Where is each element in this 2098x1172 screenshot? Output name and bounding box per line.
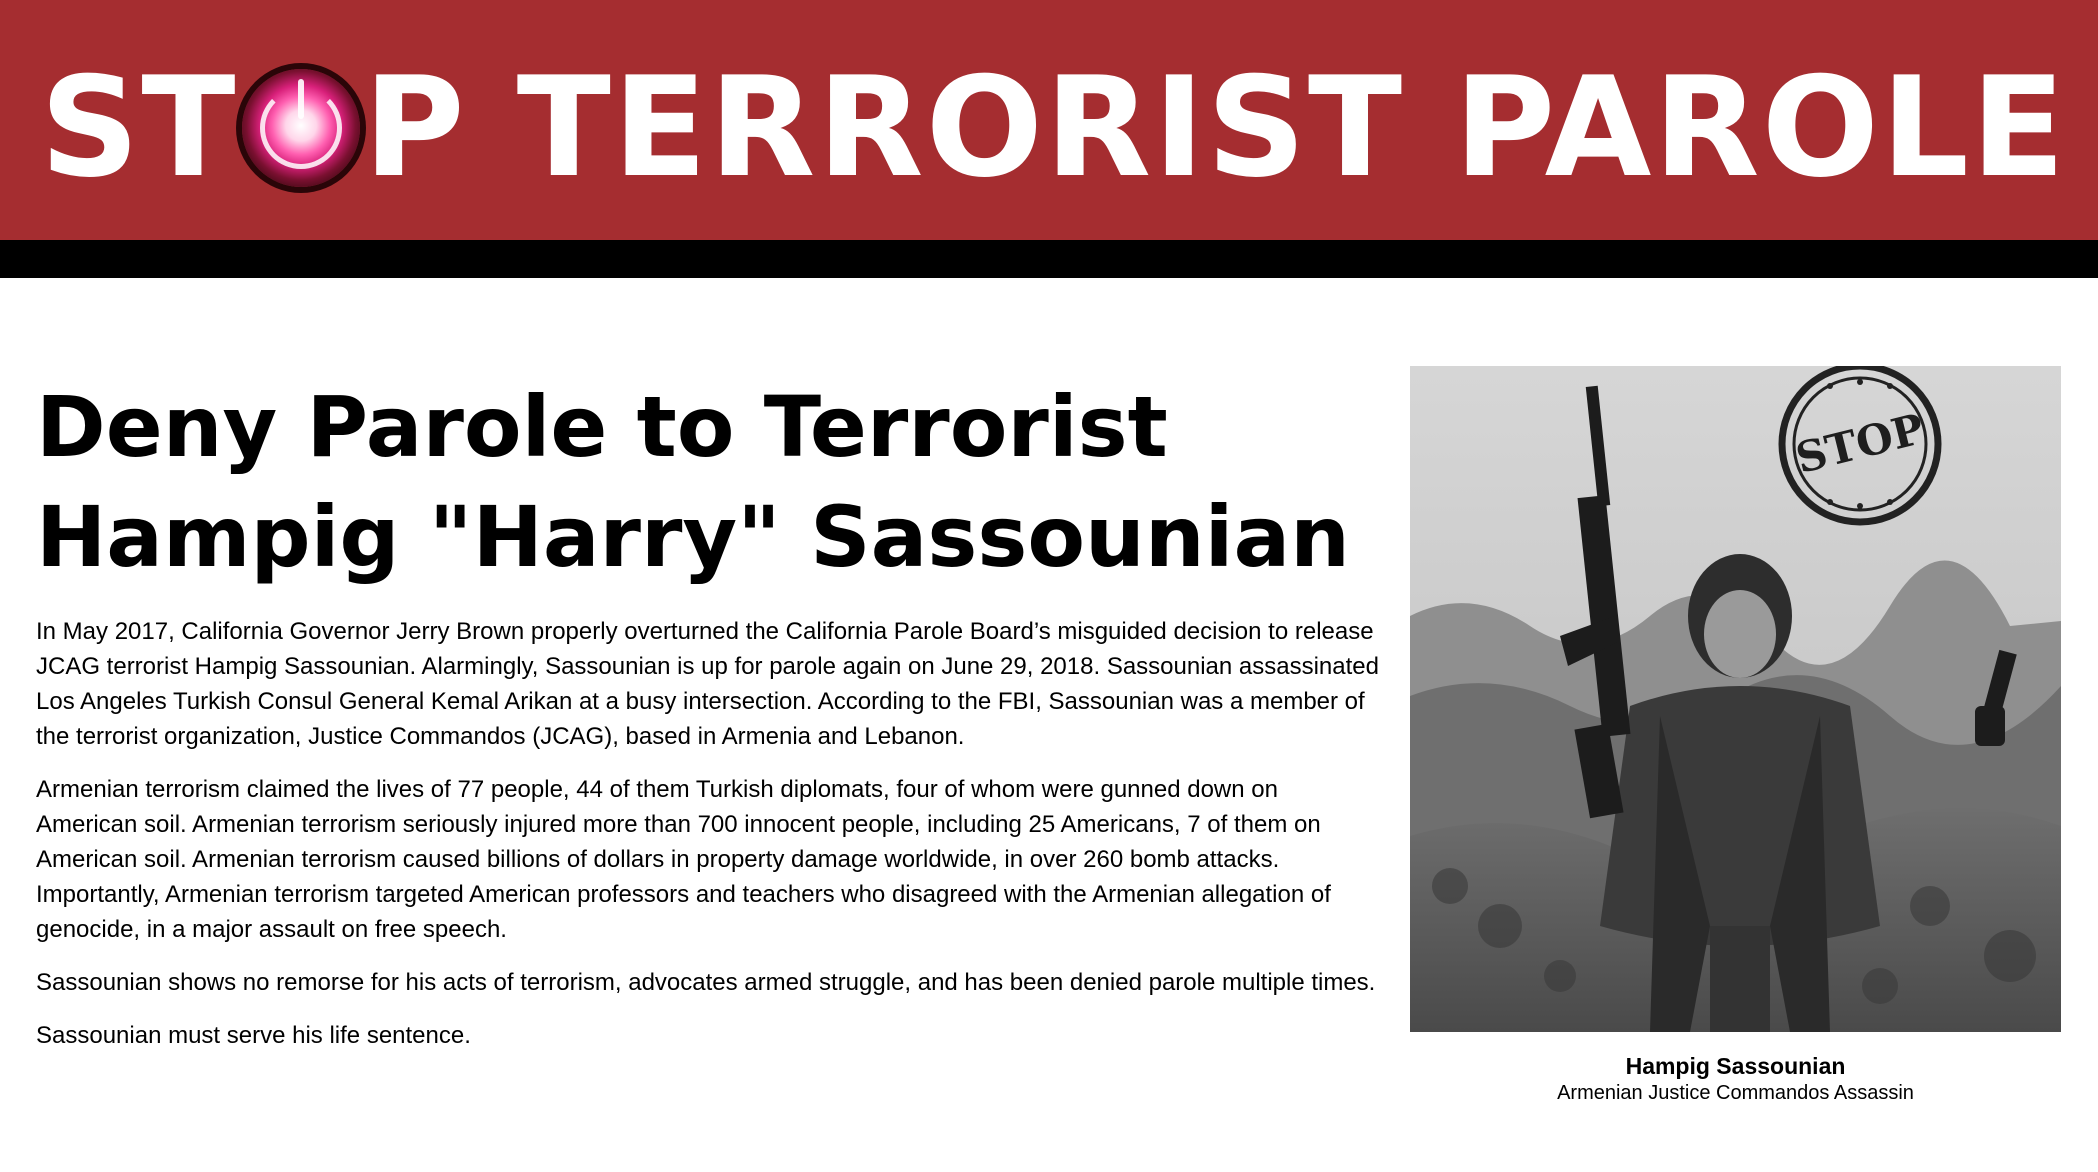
banner-title-prefix: ST bbox=[40, 47, 238, 208]
headline-line-1: Deny Parole to Terrorist bbox=[36, 378, 1168, 476]
power-button-icon bbox=[242, 69, 360, 187]
paragraph-2: Armenian terrorism claimed the lives of 77 people, 44 of them Turkish diplomats, four of whom were gunned down on American soil. Armenian terrorism seriously injured more than 700 innocent people, including 25 Americans, 7 of them on American soil. Armenian terrorism caused billions of dollars in property damage worldwide, in over 260 bomb attacks. Importantly, Armenian terrorism targeted American professors and teachers who disagreed with the Armenian allegation of genocide, in a major assault on free speech. bbox=[36, 776, 1331, 943]
headline-line-2: Hampig "Harry" Sassounian bbox=[36, 488, 1350, 586]
banner-title bbox=[40, 48, 2067, 208]
banner-title-suffix: P TERRORIST PAROLE bbox=[363, 47, 2068, 208]
paragraph-4: Sassounian must serve his life sentence. bbox=[36, 1022, 471, 1049]
article-headline bbox=[36, 372, 1376, 592]
article-body bbox=[36, 614, 1381, 1071]
header-stripe bbox=[0, 240, 2098, 278]
portrait-photo bbox=[1410, 366, 2061, 1032]
photo-caption bbox=[1410, 1052, 2061, 1106]
stamp-text: STOP bbox=[1790, 404, 1929, 483]
paragraph-1: In May 2017, California Governor Jerry Brown properly overturned the California Parole Board’s misguided decision to release JCAG terrorist Hampig Sassounian. Alarmingly, Sassounian is up for parole again on June 29, 2018. Sassounian assassinated Los Angeles Turkish Consul General Kemal Arikan at a busy intersection. According to the FBI, Sassounian was a member of the terrorist organization, Justice Commandos (JCAG), based in Armenia and Lebanon. bbox=[36, 618, 1379, 750]
paragraph-3: Sassounian shows no remorse for his acts of terrorism, advocates armed struggle, and has been denied parole multiple times. bbox=[36, 969, 1376, 996]
caption-name: Hampig Sassounian bbox=[1625, 1053, 1846, 1079]
caption-subtitle: Armenian Justice Commandos Assassin bbox=[1557, 1082, 1914, 1104]
